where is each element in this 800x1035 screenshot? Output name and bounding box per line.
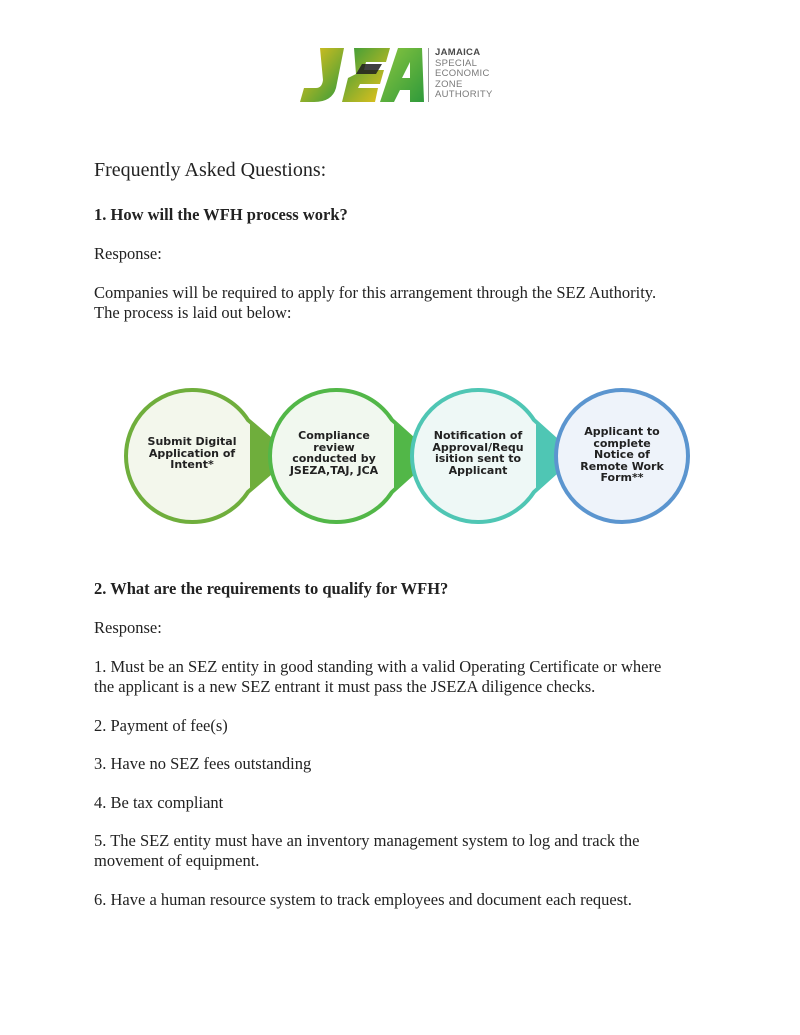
logo-line: ZONE <box>435 78 463 90</box>
step-label-line: Approval/Requ <box>432 440 524 454</box>
requirement-5-line-2: movement of equipment. <box>94 851 260 870</box>
step-2-label <box>284 430 384 476</box>
step-label-line: JSEZA,TAJ, JCA <box>289 463 379 477</box>
step-label-line: Compliance <box>298 429 370 442</box>
requirement-4: 4. Be tax compliant <box>94 793 224 812</box>
step-label-line: Form** <box>600 471 644 484</box>
step-4-label <box>572 426 672 484</box>
logo-wordmark <box>435 48 515 101</box>
logo-line: AUTHORITY <box>435 89 493 100</box>
page-title: Frequently Asked Questions: <box>94 159 327 181</box>
requirement-3: 3. Have no SEZ fees outstanding <box>94 754 312 773</box>
requirement-2: 2. Payment of fee(s) <box>94 716 228 735</box>
step-label-line: Notice of <box>594 448 650 461</box>
requirement-1-line-1: 1. Must be an SEZ entity in good standing with a valid Operating Certificate or where <box>94 657 662 676</box>
step-3-label <box>428 430 528 476</box>
logo-line: JAMAICA <box>435 47 481 58</box>
jseza-logo <box>298 44 508 106</box>
step-label-line: isition sent to <box>434 452 522 465</box>
requirement-5-line-1: 5. The SEZ entity must have an inventory management system to log and track the <box>94 831 640 850</box>
step-label-line: Applicant to <box>584 425 660 438</box>
response-label-1: Response: <box>94 244 162 263</box>
step-label-line: Applicant <box>448 463 508 477</box>
logo-line: SPECIAL <box>435 57 478 69</box>
requirement-1-line-2: the applicant is a new SEZ entrant it must pass the JSEZA diligence checks. <box>94 677 596 696</box>
step-label-line: Submit Digital <box>147 435 237 448</box>
step-label-line: Remote Work <box>580 459 664 473</box>
logo-divider <box>428 48 429 102</box>
step-label-line: Intent* <box>170 458 214 471</box>
requirement-6: 6. Have a human resource system to track employees and document each request. <box>94 890 632 909</box>
response-label-2: Response: <box>94 618 162 637</box>
process-flow-diagram <box>118 384 698 532</box>
step-label-line: Application of <box>148 446 236 460</box>
question-2: 2. What are the requirements to qualify for WFH? <box>94 579 449 598</box>
answer-1-line-1: Companies will be required to apply for this arrangement through the SEZ Authority. <box>94 283 657 302</box>
step-1-label <box>142 436 242 471</box>
step-label-line: Notification of <box>433 429 523 442</box>
step-label-line: conducted by <box>292 452 376 465</box>
jseza-logo-mark <box>298 44 428 106</box>
logo-line: ECONOMIC <box>435 68 490 79</box>
step-label-line: review <box>313 440 355 454</box>
question-1: 1. How will the WFH process work? <box>94 205 348 224</box>
answer-1-line-2: The process is laid out below: <box>94 303 292 322</box>
step-label-line: complete <box>593 436 651 450</box>
